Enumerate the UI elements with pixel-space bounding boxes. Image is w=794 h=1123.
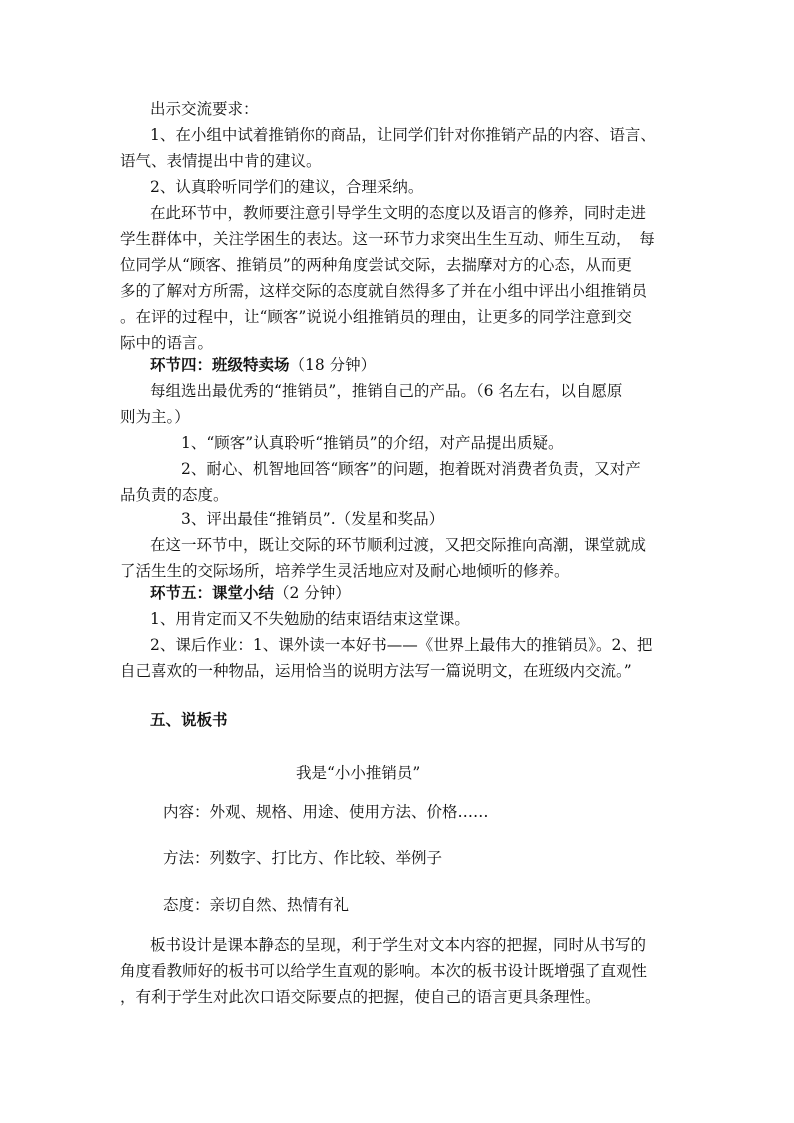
section-4-paragraph-line-1: 在这一环节中，既让交际的环节顺利过渡，又把交际推向高潮，课堂就成 xyxy=(150,536,647,554)
board-title: 我是“小小推销员” xyxy=(296,764,421,782)
section-4-intro-line-2: 则为主。） xyxy=(120,408,190,426)
section-4-item-3: 3、评出最佳“推销员”.（发星和奖品） xyxy=(181,510,445,528)
section-4-item-2-line-2: 品负责的态度。 xyxy=(120,486,229,504)
requirement-2: 2、认真聆听同学们的建议，合理采纳。 xyxy=(150,178,424,196)
board-paragraph-line-3: ，有利于学生对此次口语交际要点的把握，使自己的语言更具条理性。 xyxy=(120,988,601,1006)
section-4-item-1: 1、“顾客”认真聆听“推销员”的介绍，对产品提出质疑。 xyxy=(181,434,564,452)
section-5-item-2-line-2: 自己喜欢的一种物品，运用恰当的说明方法写一篇说明文，在班级内交流。” xyxy=(120,662,632,680)
paragraph-line: 位同学从“顾客、推销员”的两种角度尝试交际，去揣摩对方的心态，从而更 xyxy=(120,256,632,274)
requirement-1-line-1: 1、在小组中试着推销你的商品，让同学们针对你推销产品的内容、语言、 xyxy=(150,126,656,144)
section-5-item-2-line-1: 2、课后作业：1、课外读一本好书——《世界上最伟大的推销员》。2、把 xyxy=(150,636,653,654)
paragraph-line: 学生群体中，关注学困生的表达。这一环节力求突出生生互动、师生互动， 每 xyxy=(120,230,655,248)
board-paragraph-line-1: 板书设计是课本静态的呈现，利于学生对文本内容的把握，同时从书写的 xyxy=(150,936,647,954)
section-5-title: 环节五：课堂小结 xyxy=(150,583,275,602)
board-heading: 五、说板书 xyxy=(150,710,228,729)
paragraph-line: 在此环节中，教师要注意引导学生文明的态度以及语言的修养，同时走进 xyxy=(150,204,647,222)
paragraph-line: 。在评的过程中，让“顾客”说说小组推销员的理由，让更多的同学注意到交 xyxy=(120,308,632,326)
exchange-heading: 出示交流要求： xyxy=(150,100,259,118)
board-content: 内容：外观、规格、用途、使用方法、价格…… xyxy=(163,803,489,821)
section-5-heading xyxy=(150,581,351,605)
section-5-item-1: 1、用肯定而又不失勉励的结束语结束这堂课。 xyxy=(150,610,470,628)
section-5-time: （2 分钟） xyxy=(274,584,351,602)
paragraph-line: 际中的语言。 xyxy=(120,334,214,352)
board-method: 方法：列数字、打比方、作比较、举例子 xyxy=(163,849,443,867)
section-4-paragraph-line-2: 了活生生的交际场所，培养学生灵活地应对及耐心地倾听的修养。 xyxy=(120,562,570,580)
board-paragraph-line-2: 角度看教师好的板书可以给学生直观的影响。本次的板书设计既增强了直观性 xyxy=(120,962,648,980)
section-4-heading xyxy=(150,353,376,377)
requirement-1-line-2: 语气、表情提出中肯的建议。 xyxy=(120,152,322,170)
section-4-intro-line-1: 每组选出最优秀的“推销员”，推销自己的产品。（6 名左右，以自愿原 xyxy=(150,382,623,400)
section-4-time: （18 分钟） xyxy=(289,356,377,374)
section-4-item-2-line-1: 2、耐心、机智地回答“顾客”的问题，抱着既对消费者负责，又对产 xyxy=(181,460,641,478)
board-attitude: 态度：亲切自然、热情有礼 xyxy=(163,896,350,914)
paragraph-line: 多的了解对方所需，这样交际的态度就自然得多了并在小组中评出小组推销员 xyxy=(120,282,648,300)
section-4-title: 环节四：班级特卖场 xyxy=(150,355,290,374)
